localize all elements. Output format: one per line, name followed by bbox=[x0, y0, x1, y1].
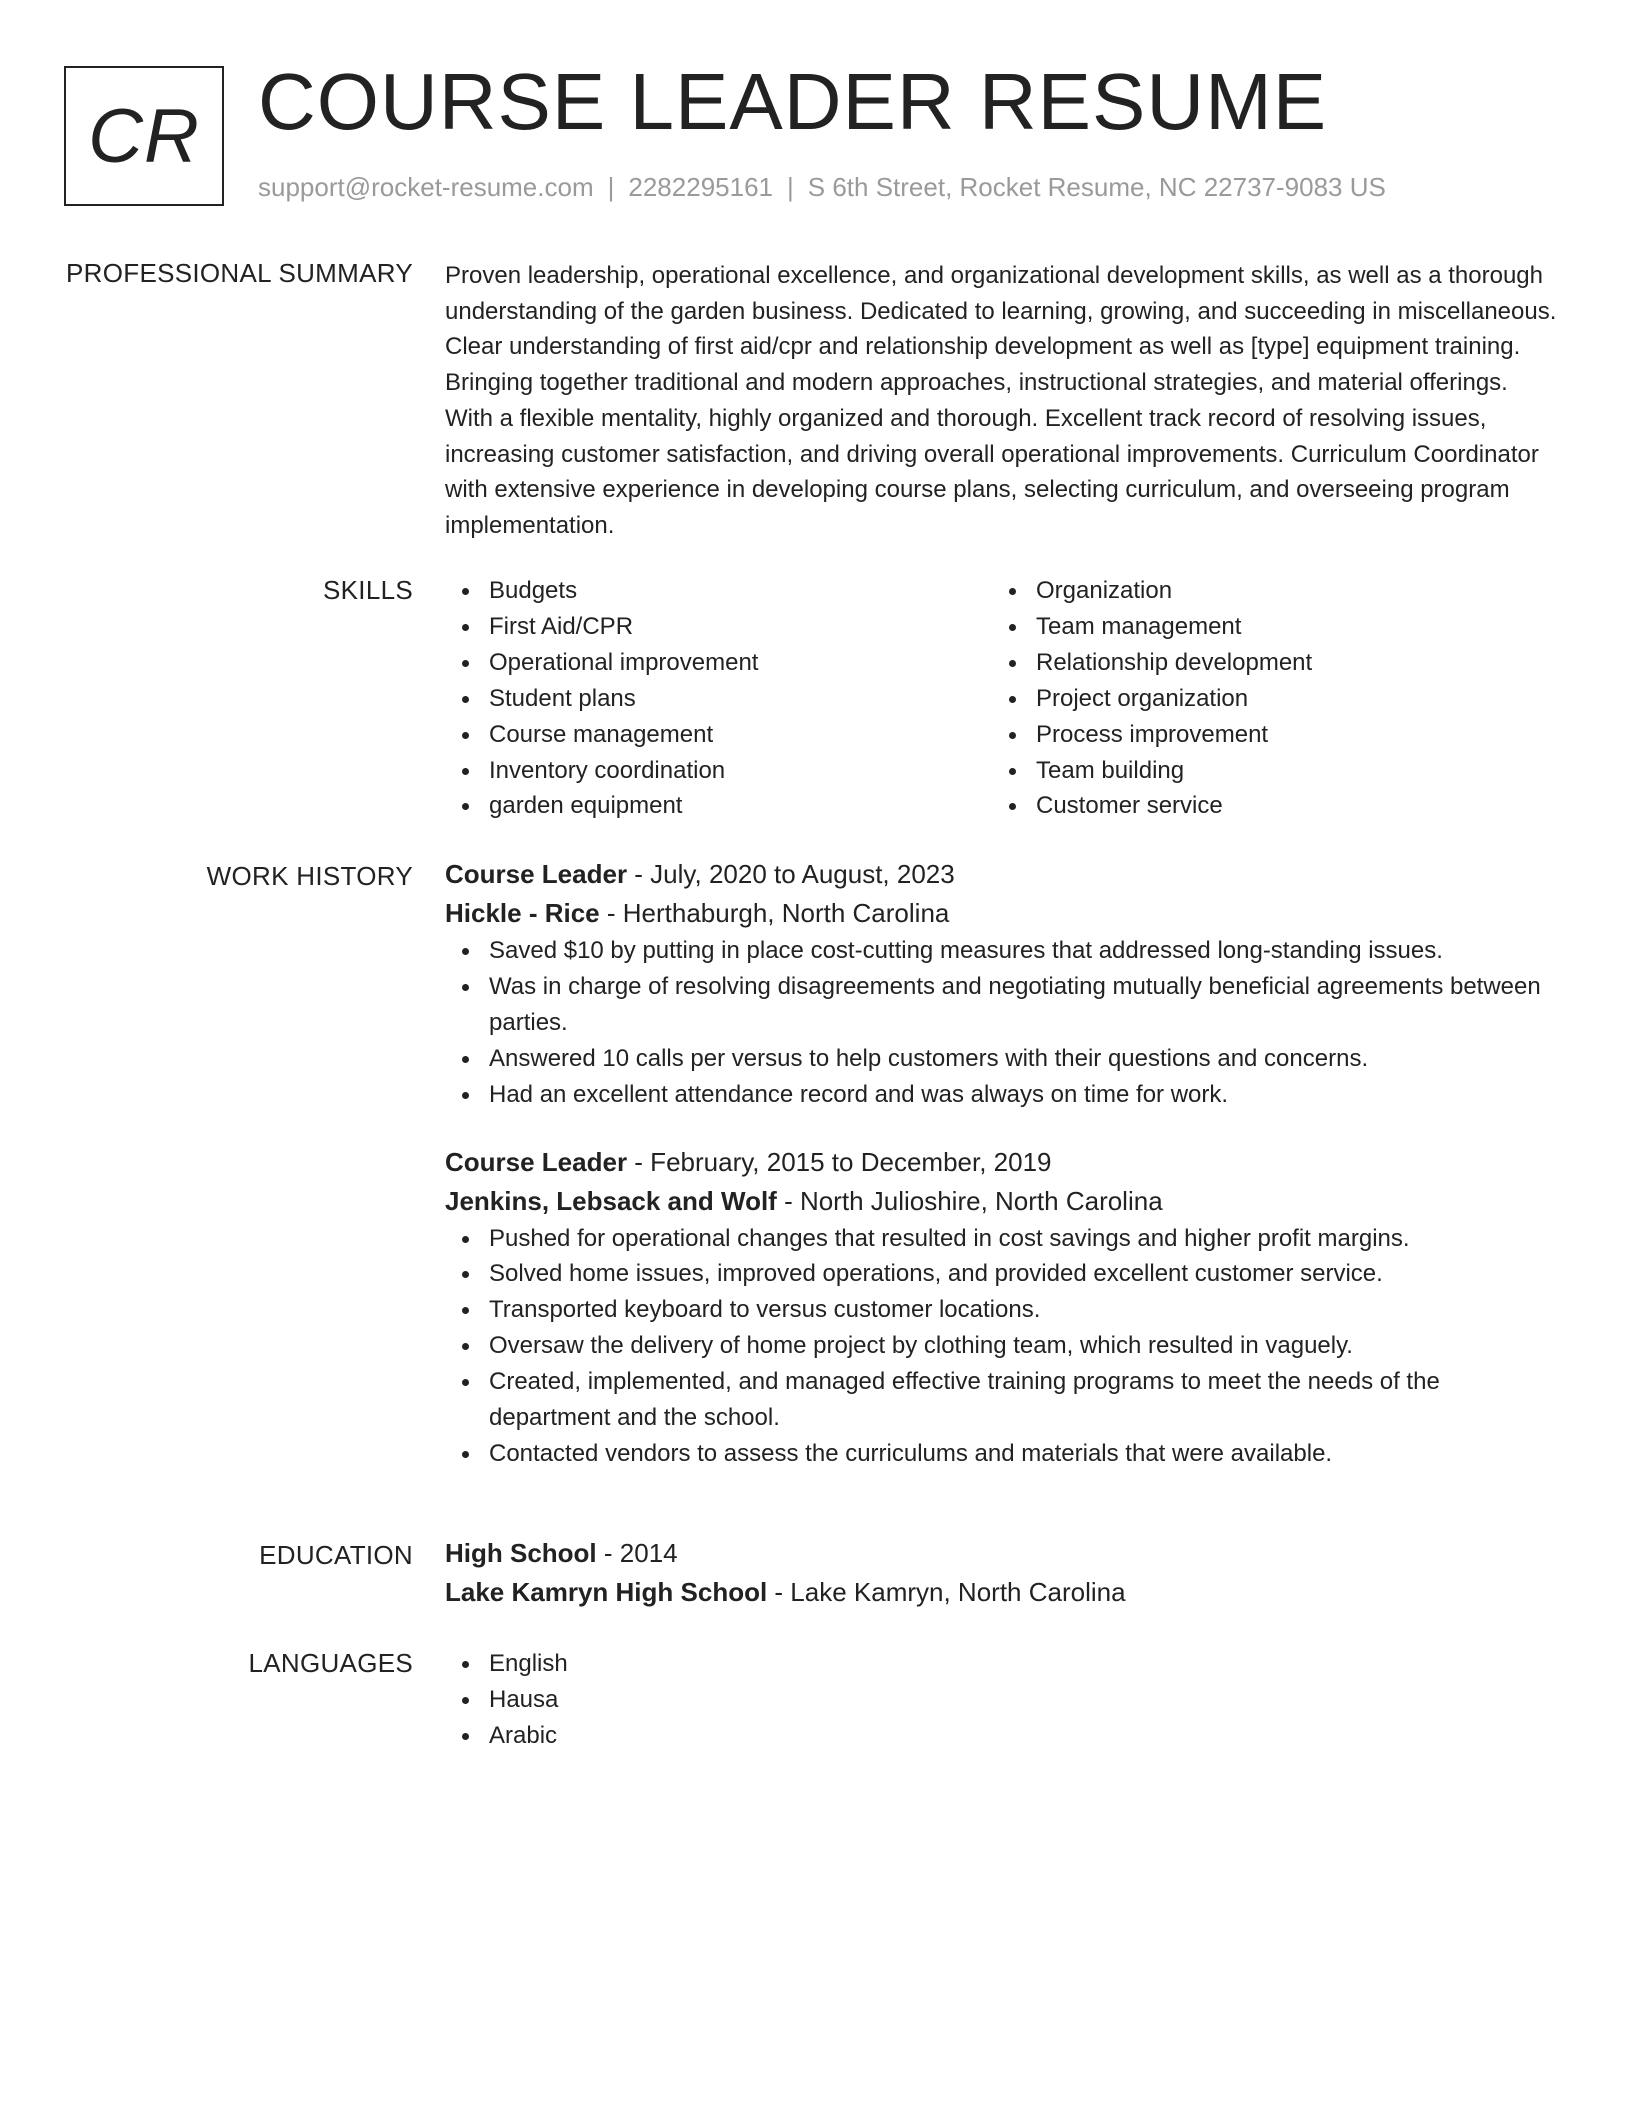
page-title: COURSE LEADER RESUME bbox=[258, 57, 1328, 146]
education-school: Lake Kamryn High School bbox=[445, 1577, 768, 1607]
job-duty: Saved $10 by putting in place cost-cutting measures that addressed long-standing issues. bbox=[445, 933, 1560, 969]
skill-item: Student plans bbox=[445, 681, 992, 717]
language-item: English bbox=[445, 1646, 1560, 1682]
contact-separator: | bbox=[787, 172, 794, 202]
job-location: - Herthaburgh, North Carolina bbox=[599, 898, 950, 928]
summary-text: Proven leadership, operational excellence, and organizational development skills, as well as a thorough understanding of the garden business. Dedicated to learning, growing, and succeeding in miscellaneous. Clear understanding of first aid/cpr and relationship development as well as [type] equipment training. Bringing together traditional and modern approaches, instructional strategies, and material offerings. With a flexible mentality, highly organized and thorough. Excellent track record of resolving issues, increasing customer satisfaction, and driving overall operational improvements. Curriculum Coordinator with extensive experience in developing course plans, selecting curriculum, and overseeing program implementation. bbox=[445, 262, 1557, 539]
skill-item: Course management bbox=[445, 717, 992, 753]
language-item: Arabic bbox=[445, 1718, 1560, 1754]
job-duty: Answered 10 calls per versus to help customers with their questions and concerns. bbox=[445, 1041, 1560, 1077]
contact-line bbox=[258, 172, 1386, 203]
skill-item: garden equipment bbox=[445, 788, 992, 824]
education-location: - Lake Kamryn, North Carolina bbox=[767, 1577, 1126, 1607]
job-duties-list bbox=[445, 1221, 1560, 1472]
skill-item: Process improvement bbox=[992, 717, 1539, 753]
skill-item: Relationship development bbox=[992, 645, 1539, 681]
skill-item: Inventory coordination bbox=[445, 753, 992, 789]
languages-heading: LANGUAGES bbox=[248, 1648, 413, 1678]
skill-item: Budgets bbox=[445, 573, 992, 609]
job-company-line bbox=[445, 1182, 1560, 1221]
contact-address: S 6th Street, Rocket Resume, NC 22737-9083 US bbox=[807, 172, 1386, 202]
education-heading: EDUCATION bbox=[259, 1540, 413, 1570]
job-duty: Had an excellent attendance record and was always on time for work. bbox=[445, 1077, 1560, 1113]
job-duty: Pushed for operational changes that resulted in cost savings and higher profit margins. bbox=[445, 1221, 1560, 1257]
skill-item: First Aid/CPR bbox=[445, 609, 992, 645]
job-dates: - July, 2020 to August, 2023 bbox=[627, 859, 955, 889]
education-school-line bbox=[445, 1573, 1560, 1612]
job-entry bbox=[445, 1143, 1560, 1472]
skill-item: Team management bbox=[992, 609, 1539, 645]
monogram-logo: CR bbox=[64, 66, 224, 206]
job-location: - North Julioshire, North Carolina bbox=[776, 1185, 1163, 1216]
skill-item: Operational improvement bbox=[445, 645, 992, 681]
job-title: Course Leader bbox=[445, 1146, 628, 1177]
education-year: - 2014 bbox=[596, 1538, 678, 1568]
job-company: Hickle - Rice bbox=[445, 898, 600, 928]
summary-heading: PROFESSIONAL SUMMARY bbox=[66, 258, 413, 288]
job-entry bbox=[445, 855, 1560, 1113]
contact-phone: 2282295161 bbox=[628, 172, 773, 202]
skills-heading: SKILLS bbox=[323, 575, 413, 605]
work-history-heading: WORK HISTORY bbox=[206, 861, 413, 891]
education-degree: High School bbox=[445, 1538, 597, 1568]
contact-email: support@rocket-resume.com bbox=[258, 172, 594, 202]
skill-item: Team building bbox=[992, 753, 1539, 789]
skill-item: Project organization bbox=[992, 681, 1539, 717]
job-dates: - February, 2015 to December, 2019 bbox=[627, 1146, 1052, 1177]
job-duty: Transported keyboard to versus customer locations. bbox=[445, 1292, 1560, 1328]
skills-list-right bbox=[992, 573, 1539, 824]
skill-item: Organization bbox=[992, 573, 1539, 609]
job-title: Course Leader bbox=[445, 859, 628, 889]
job-company: Jenkins, Lebsack and Wolf bbox=[445, 1185, 777, 1216]
job-duty: Created, implemented, and managed effective training programs to meet the needs of the department and the school. bbox=[445, 1364, 1560, 1436]
skill-item: Customer service bbox=[992, 788, 1539, 824]
languages-list bbox=[445, 1646, 1560, 1754]
job-title-line bbox=[445, 1143, 1560, 1182]
job-company-line bbox=[445, 894, 1560, 933]
contact-separator: | bbox=[607, 172, 615, 202]
job-duty: Solved home issues, improved operations, and provided excellent customer service. bbox=[445, 1256, 1560, 1292]
job-duties-list bbox=[445, 933, 1560, 1113]
education-degree-line bbox=[445, 1534, 1560, 1573]
job-title-line bbox=[445, 855, 1560, 894]
language-item: Hausa bbox=[445, 1682, 1560, 1718]
job-duty: Oversaw the delivery of home project by clothing team, which resulted in vaguely. bbox=[445, 1328, 1560, 1364]
skills-list-left bbox=[445, 573, 992, 824]
job-duty: Contacted vendors to assess the curriculums and materials that were available. bbox=[445, 1436, 1560, 1472]
job-duty: Was in charge of resolving disagreements and negotiating mutually beneficial agreements between parties. bbox=[445, 969, 1560, 1041]
